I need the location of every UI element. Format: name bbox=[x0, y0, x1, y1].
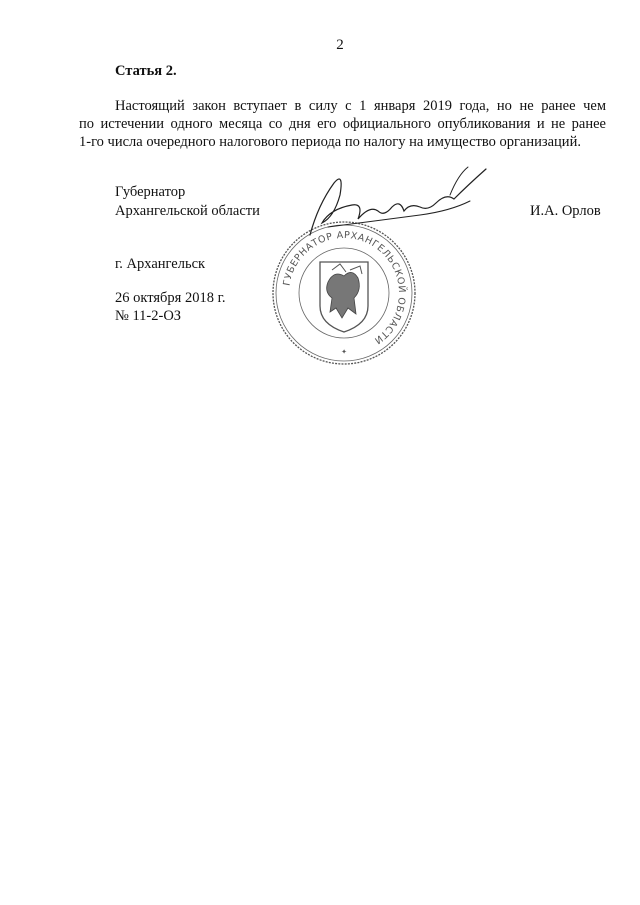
article-text-line: 1-го числа очередного налогового периода по налогу на имущество организаций. bbox=[79, 134, 581, 150]
signing-date: 26 октября 2018 г. bbox=[115, 290, 226, 306]
handwritten-signature bbox=[300, 165, 500, 240]
coat-of-arms-icon bbox=[320, 262, 368, 332]
seal-ring-text: ГУБЕРНАТОР АРХАНГЕЛЬСКОЙ ОБЛАСТИ bbox=[281, 229, 408, 347]
article-heading: Статья 2. bbox=[115, 63, 177, 79]
place-of-signing: г. Архангельск bbox=[115, 256, 206, 272]
official-seal bbox=[270, 220, 418, 366]
article-text-line: Настоящий закон вступает в силу с 1 января 2019 года, но не ранее чем bbox=[115, 98, 606, 114]
signatory-region: Архангельской области bbox=[115, 203, 260, 219]
page-number: 2 bbox=[336, 37, 344, 53]
article-text-line: по истечении одного месяца со дня его официального опубликования и не ранее bbox=[79, 116, 606, 132]
signatory-name: И.А. Орлов bbox=[530, 203, 601, 219]
svg-text:✦: ✦ bbox=[341, 348, 347, 356]
law-number: № 11-2-ОЗ bbox=[115, 308, 182, 324]
signatory-title: Губернатор bbox=[115, 184, 186, 200]
